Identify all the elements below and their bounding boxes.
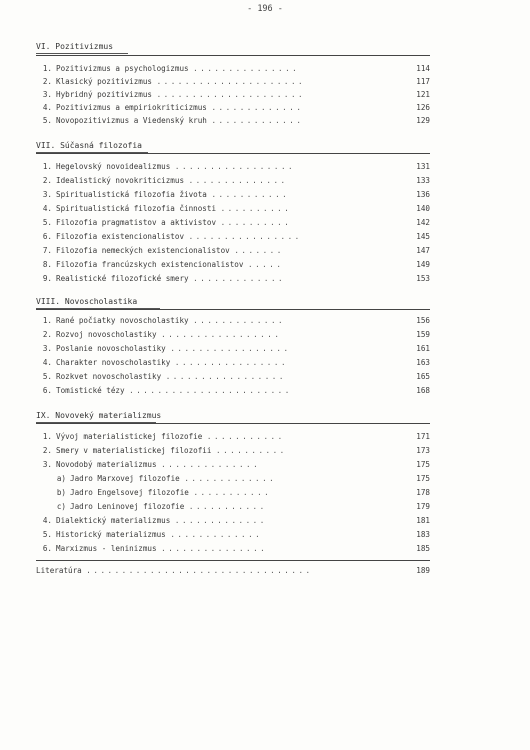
toc-entry: 2. Idealistický novokriticizmus .............. 133 [42,176,430,185]
page-number: - 196 - [247,4,283,14]
section-divider [36,55,430,56]
section-title: VI. Pozitivizmus [36,41,128,54]
toc-entry: 6. Filozofia existencionalistov ................ 145 [42,232,430,241]
toc-entry: 6. Tomistické tézy ....................... 168 [42,386,430,395]
section-divider [36,560,430,561]
section-divider [36,153,430,154]
toc-entry: 2. Smery v materialistickej filozofii .......... 173 [42,446,430,455]
toc-entry: 3. Spiritualistická filozofia života ........... 136 [42,190,430,199]
section-vi [36,41,436,54]
toc-entry: 4. Spiritualistická filozofia činnosti .......... 140 [42,204,430,213]
toc-entry: 5. Rozkvet novoscholastiky ................. 165 [42,372,430,381]
toc-entry: 6. Marxizmus - leninizmus ............... 185 [42,544,430,553]
section-title: VIII. Novoscholastika [36,296,160,309]
toc-entry: 2. Klasický pozitivizmus ..................... 117 [42,77,430,86]
toc-subentry: c) Jadro Leninovej filozofie ........... 179 [56,502,430,511]
toc-entry: 1. Rané počiatky novoscholastiky ............. 156 [42,316,430,325]
toc-entry: 4. Dialektický materializmus ............. 181 [42,516,430,525]
section-vii [36,140,436,153]
toc-entry: 3. Novodobý materializmus .............. 175 [42,460,430,469]
section-title: VII. Súčasná filozofia [36,140,148,153]
toc-entry: 8. Filozofia francúzskych existencionalistov ..... 149 [42,260,430,269]
toc-entry: 3. Poslanie novoscholastiky ................. 161 [42,344,430,353]
toc-entry: 3. Hybridný pozitivizmus ..................... 121 [42,90,430,99]
section-title: IX. Novoveký materializmus [36,410,156,423]
toc-entry: 9. Realistické filozofické smery ............. 153 [42,274,430,283]
section-divider [36,309,430,310]
toc-entry: 5. Filozofia pragmatistov a aktivistov .......... 142 [42,218,430,227]
toc-entry: 2. Rozvoj novoscholastiky ................. 159 [42,330,430,339]
section-ix [36,410,436,423]
toc-entry: 4. Charakter novoscholastiky ................ 163 [42,358,430,367]
toc-literature: Literatúra ................................ 189 [36,566,430,575]
toc-entry: 4. Pozitivizmus a empiriokriticizmus ............. 126 [42,103,430,112]
section-viii [36,296,436,309]
toc-entry: 5. Novopozitivizmus a Viedenský kruh ............. 129 [42,116,430,125]
toc-entry: 7. Filozofia nemeckých existencionalistov ....... 147 [42,246,430,255]
toc-entry: 1. Vývoj materialistickej filozofie ........... 171 [42,432,430,441]
toc-entry: 1. Pozitivizmus a psychologizmus ............... 114 [42,64,430,73]
toc-entry: 5. Historický materializmus ............. 183 [42,530,430,539]
section-divider [36,423,430,424]
toc-subentry: b) Jadro Engelsovej filozofie ........... 178 [56,488,430,497]
toc-subentry: a) Jadro Marxovej filozofie ............. 175 [56,474,430,483]
toc-entry: 1. Hegelovský novoidealizmus ................. 131 [42,162,430,171]
